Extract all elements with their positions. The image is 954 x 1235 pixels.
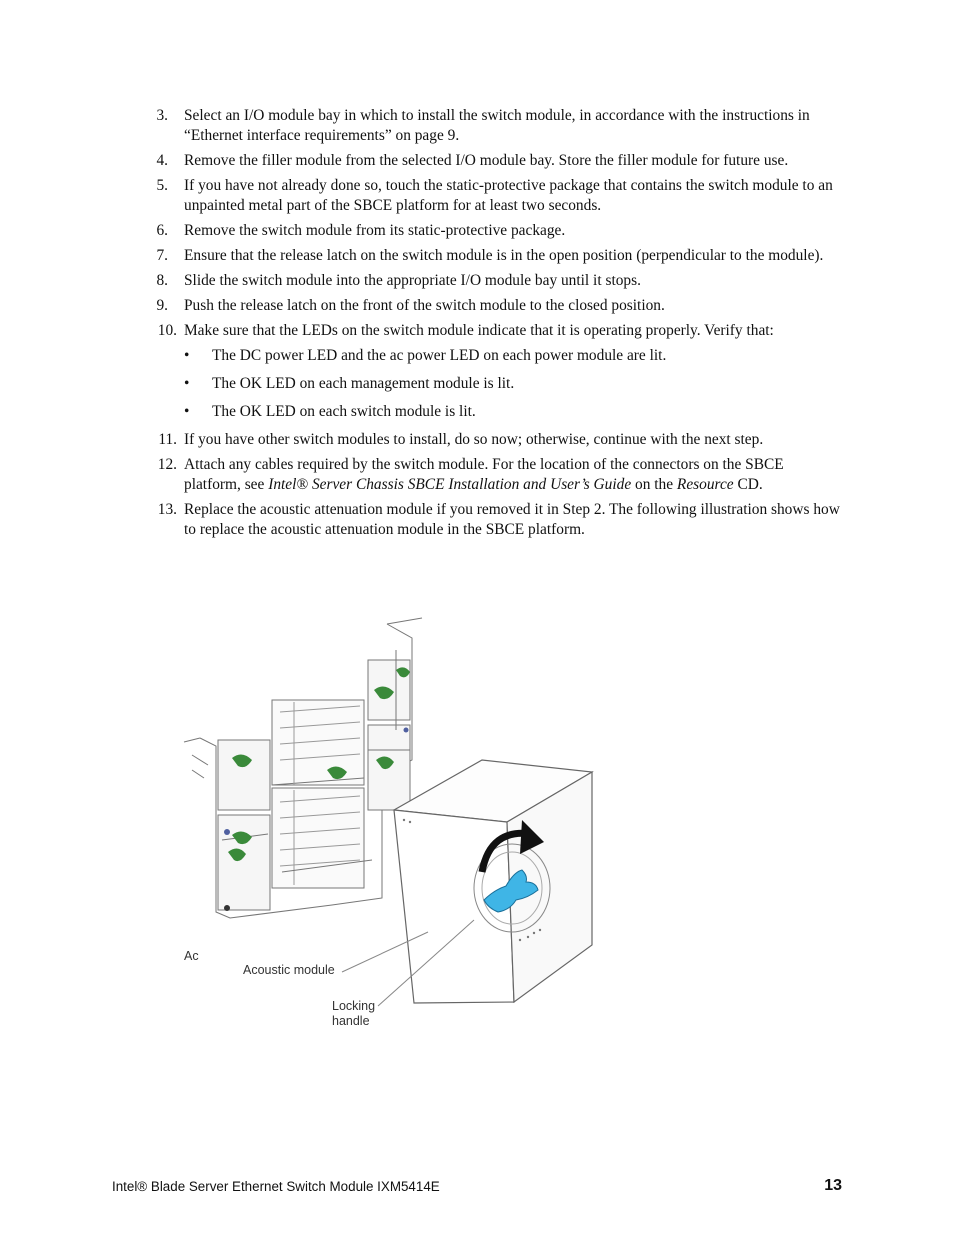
guide-title: Intel® Server Chassis SBCE Installation and User’s Guide [268, 476, 632, 493]
page-number: 13 [824, 1177, 842, 1194]
step-6 [0, 221, 954, 241]
step-number: 9. [156, 297, 168, 314]
step-text: Ensure that the release latch on the switch module is in the open position (perpendicular to the module). [184, 247, 824, 264]
step-text: Replace the acoustic attenuation module if you removed it in Step 2. The following illustration shows how to replace the acoustic attenuation module in the SBCE platform. [184, 501, 840, 538]
list-item-text: The DC power LED and the ac power LED on each power module are lit. [212, 347, 667, 364]
step-11 [0, 430, 954, 450]
locking-label-line2: handle [332, 1014, 370, 1028]
bullet-icon: • [184, 347, 190, 364]
list-item [0, 374, 954, 394]
step-8 [0, 271, 954, 291]
verify-list [0, 346, 954, 422]
step-number: 10. [157, 322, 177, 339]
acoustic-module-illustration [182, 610, 594, 1030]
bullet-icon: • [184, 403, 190, 420]
step-number: 5. [156, 177, 168, 194]
step-3 [0, 106, 954, 146]
step-text: Make sure that the LEDs on the switch module indicate that it is operating properly. Verify that: [184, 322, 774, 339]
figure-corner-label: Ac [184, 949, 199, 963]
step-10 [0, 321, 954, 341]
locking-label-line1: Locking [332, 999, 376, 1013]
step-number: 11. [158, 431, 177, 448]
step-9 [0, 296, 954, 316]
step-number: 6. [156, 222, 168, 239]
step-13 [0, 500, 954, 540]
step-text: Remove the switch module from its static-protective package. [184, 222, 566, 239]
step-number: 7. [156, 247, 168, 264]
step-text: If you have other switch modules to install, do so now; otherwise, continue with the next step. [184, 431, 764, 448]
step-text: Select an I/O module bay in which to install the switch module, in accordance with the instructions in “Ethernet interface requirements” on page 9. [184, 107, 810, 144]
footer-title: Intel® Blade Server Ethernet Switch Module IXM5414E [112, 1179, 440, 1194]
step-number: 3. [156, 107, 168, 124]
step-text: Slide the switch module into the appropriate I/O module bay until it stops. [184, 272, 641, 289]
step-number: 12. [157, 456, 177, 473]
list-item [0, 346, 954, 366]
resource-cd-title: Resource [676, 476, 734, 493]
step-7 [0, 246, 954, 266]
bullet-icon: • [184, 375, 190, 392]
step-text: CD. [733, 476, 763, 493]
step-5 [0, 176, 954, 216]
step-text: Push the release latch on the front of the switch module to the closed position. [184, 297, 665, 314]
list-item [0, 402, 954, 422]
list-item-text: The OK LED on each switch module is lit. [212, 403, 476, 420]
step-text: Remove the filler module from the selected I/O module bay. Store the filler module for future use. [184, 152, 789, 169]
step-number: 13. [157, 501, 177, 518]
list-item-text: The OK LED on each management module is lit. [212, 375, 515, 392]
step-number: 4. [156, 152, 168, 169]
step-text: on the [631, 476, 677, 493]
step-number: 8. [156, 272, 168, 289]
step-12 [0, 455, 954, 495]
step-text: Attach any cables required by the switch module. For the location of the connectors on the SBCE platform, see [184, 456, 784, 493]
acoustic-module-box [394, 760, 592, 1003]
instruction-steps [0, 106, 954, 545]
acoustic-module-label: Acoustic module [243, 963, 335, 977]
step-text: If you have not already done so, touch the static-protective package that contains the switch module to an unpainted metal part of the SBCE platform for at least two seconds. [184, 177, 833, 214]
step-4 [0, 151, 954, 171]
